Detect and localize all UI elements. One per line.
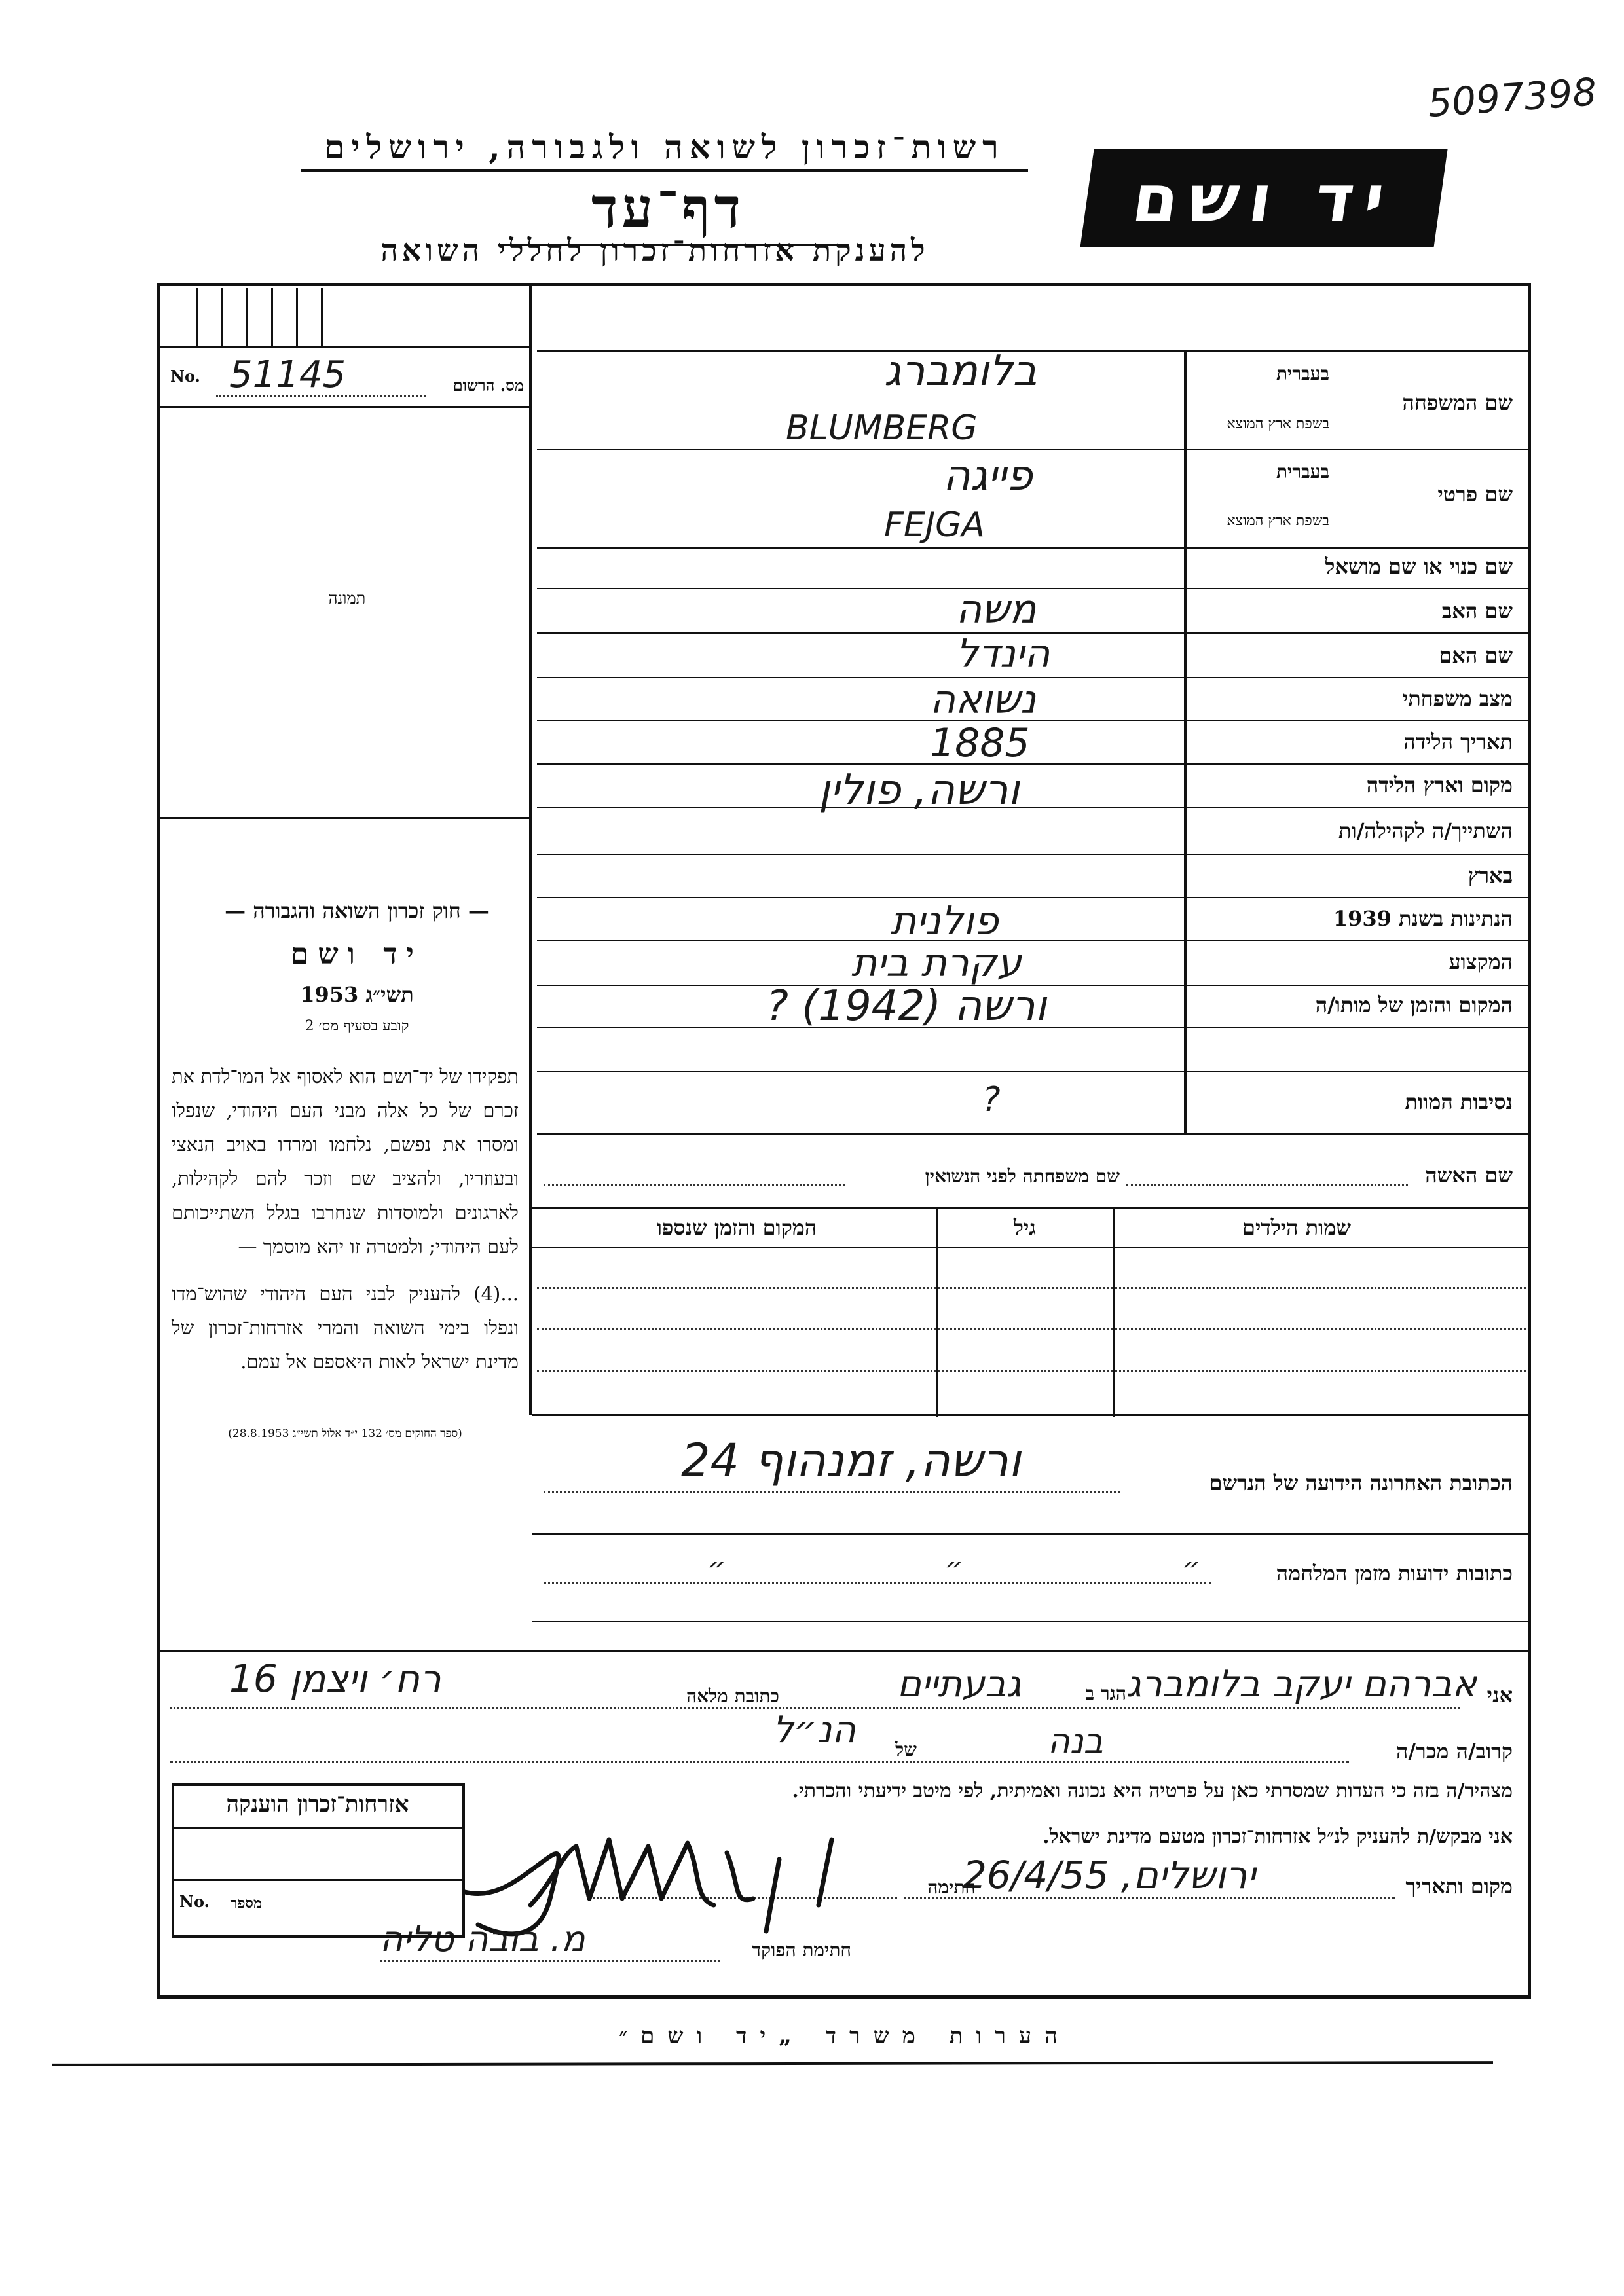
declarant-city: גבעתיים (897, 1663, 1022, 1705)
of-value: הנ״ל (773, 1709, 856, 1751)
authority-title: רשות־זכרון לשואה ולגבורה, ירושלים (301, 128, 1028, 172)
death-cause-value: ? (982, 1080, 1001, 1120)
full-address-label: כתובת מלאה (686, 1685, 779, 1707)
clerk-signature: מ. בובה טליה (380, 1918, 585, 1959)
signature-label: חתימה (927, 1876, 976, 1898)
resides-label: הגר ב (1085, 1683, 1126, 1704)
place-date-label: מקום ותאריך (1405, 1874, 1513, 1899)
surname-origin-value: BLUMBERG (786, 409, 978, 448)
stamp-number-label: מספר (230, 1895, 262, 1912)
maiden-name-label: שם משפחתה לפני הנשואין (925, 1165, 1120, 1187)
photo-label: תמונה (328, 589, 366, 608)
surname-hebrew-value: בלומברג (884, 347, 1037, 395)
law-title: — חוק זכרון השואה והגבורה — (225, 898, 489, 923)
law-year: תשי״ג 1953 (300, 982, 414, 1007)
children-death-header: המקום והזמן שנספו (656, 1215, 817, 1240)
birthdate-label: תאריך הלידה (1403, 729, 1513, 754)
surname-origin-label: בשפת ארץ המוצא (1227, 416, 1329, 432)
request-text: אני מבקש/ת להעניק לנ״ל אזרחות־זכרון מטעם מדינת ישראל. (1043, 1825, 1513, 1848)
mother-value: הינדל (956, 631, 1050, 677)
surname-label: שם המשפחה (1402, 390, 1513, 415)
citizenship-value: פולנית (891, 898, 999, 944)
declarant-name: אברהם יעקב בלומברג (1126, 1663, 1477, 1705)
law-name: יד ושם (291, 938, 423, 971)
page-subtitle: להענקת אזרחות־זכרון לחללי השואה (380, 232, 929, 268)
profession-value: עקרת בית (851, 940, 1022, 986)
law-clause: קובע בסעיף מס׳ 2 (304, 1018, 409, 1034)
birthplace-value: ורשה, פולין (819, 766, 1020, 814)
logo-text: יד ושם (1128, 160, 1400, 237)
father-label: שם האב (1441, 598, 1513, 623)
wife-label: שם האשה (1425, 1163, 1513, 1188)
death-place-label: המקום והזמן של מותו/ה (1315, 993, 1513, 1017)
clerk-label: חתימת הפוקד (752, 1939, 851, 1961)
declarant-address: רח׳ ויצמן 16 (229, 1656, 441, 1701)
wartime-address-label: כתובות ידועות מזמן המלחמה (1276, 1561, 1513, 1586)
reg-label: מס. הרשום (452, 376, 524, 395)
law-paragraph-2: ...(4) להעניק לבני העם היהודי שהוש־מדו ונפלו בימי השואה והמרי אזרחות־זכרון של מדינת ישראל לאות היאספם אל עמם. (172, 1283, 519, 1373)
stamp-no-prefix: No. (179, 1892, 210, 1911)
firstname-hebrew-value: פייגה (943, 452, 1033, 500)
citizenship-label: הנתינות בשנת 1939 (1333, 906, 1513, 931)
relation-label: קרוב/ה מכר/ה (1395, 1739, 1513, 1764)
reg-no-prefix: No. (170, 367, 200, 386)
registration-number: 51145 (229, 354, 346, 396)
birthdate-value: 1885 (930, 720, 1030, 766)
law-paragraph-1: תפקידו של יד־ושם הוא לאסוף אל המו־לדת את זכרם של כל אלה מבני העם היהודי, שנפלו ומסרו את נפשם, נלחמו ומרדו באויב הנאצי ובעוזריו, ולהציב שם וזכר להם לקהילות, לארגונים ולמוסדות שנחרבו בגלל השתייכותם לעם היהודי; ולמטרה זו יהא מוסמך — (172, 1065, 519, 1258)
relation-value: בנה (1048, 1722, 1103, 1761)
children-names-header: שמות הילדים (1242, 1215, 1351, 1240)
page-title: דף־עד (591, 175, 745, 240)
last-address-label: הכתובת האחרונה הידועה של הנרשם (1209, 1470, 1513, 1495)
death-place-value: ורשה (1942) ? (766, 982, 1047, 1030)
i-label: אני (1486, 1683, 1513, 1707)
office-notes-label: הערות משרד „יד ושם״ (619, 2023, 1071, 2049)
father-value: משה (956, 587, 1037, 632)
firstname-hebrew-label: בעברית (1276, 461, 1329, 483)
marital-value: נשואה (930, 677, 1037, 723)
law-citation: (ספר החוקים מס׳ 132 י״ד אלול תשי״ג 28.8.1953) (228, 1427, 462, 1440)
marital-label: מצב משפחתי (1402, 686, 1513, 711)
place-date-value: ירושלים, 26/4/55 (963, 1853, 1256, 1897)
last-address-value: ורשה, זמנהוף 24 (681, 1434, 1022, 1487)
declaration-text: מצהיר/ה בזה כי העדות שמסרתי כאן על פרטיה היא נכונה ואמיתית, לפי מיטב ידיעתי והכרתי. (792, 1779, 1513, 1802)
nickname-label: שם כנוי או שם מושאל (1325, 554, 1513, 579)
archive-number: 5097398 (1426, 69, 1598, 126)
of-label: של (895, 1739, 917, 1760)
firstname-origin-value: FEJGA (884, 505, 985, 545)
profession-label: המקצוע (1449, 949, 1513, 974)
firstname-origin-label: בשפת ארץ המוצא (1227, 513, 1329, 529)
death-cause-label: נסיבות המוות (1405, 1089, 1513, 1114)
wartime-address-value: ״ ״ ״ (707, 1552, 1306, 1585)
yad-vashem-logo (1080, 149, 1447, 247)
country-label: בארץ (1467, 863, 1513, 888)
children-age-header: גיל (1014, 1215, 1036, 1240)
firstname-label: שם פרטי (1437, 482, 1513, 507)
surname-hebrew-label: בעברית (1276, 363, 1329, 384)
community-label: השתייך/ה לקהילה/ות (1338, 818, 1513, 843)
stamp-box-title: אזרחות־זכרון הוענקה (226, 1791, 409, 1817)
birthplace-label: מקום וארץ הלידה (1366, 773, 1513, 797)
mother-label: שם האם (1439, 643, 1513, 668)
